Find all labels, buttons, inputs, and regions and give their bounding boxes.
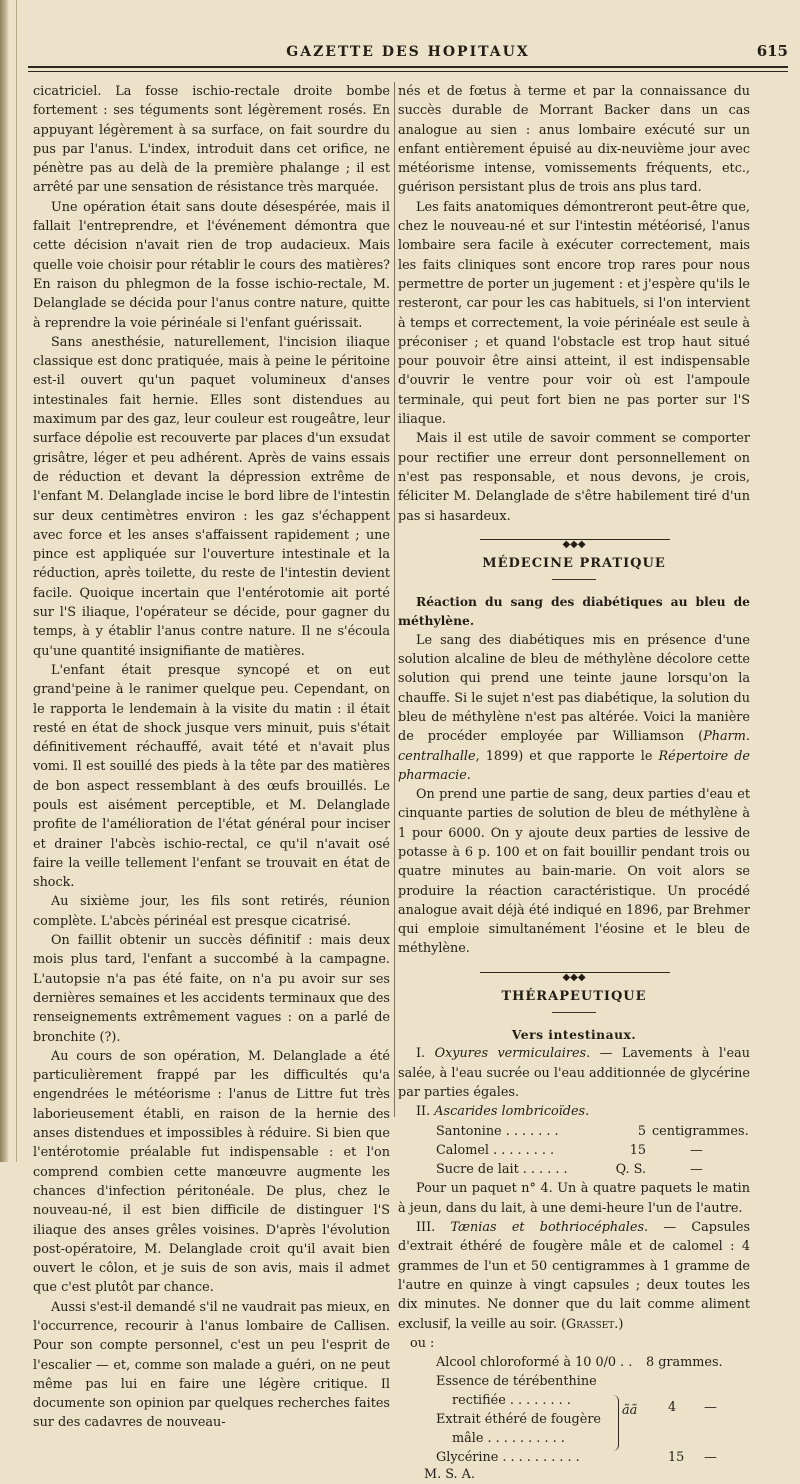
paragraph: III. Tænias et bothriocéphales. — Capsules d'extrait éthéré de fougère mâle et de calomel : 4 grammes de l'un et 50 centigrammes à 1 gramme de l'autre en quinze à vingt capsules ; deux toutes les dix minutes. Ne donner que du lait comme aliment exclusif, la veille au soir. (Grasset.) [398,1220,751,1332]
paragraph: cicatriciel. La fosse ischio-rectale droite bombe fortement : ses téguments sont légèrement rosés. En appuyant légèrement à sa surface, on fait sourdre du pus par l'anus. L'index, introduit dans cet orifice, ne pénètre pas au delà de la première phalange ; il est arrêté par une sensation de résistance très marquée. [33,84,390,196]
paragraph: II. Ascarides lombricoïdes. [416,1104,590,1120]
signature: M. S. A. [424,1467,475,1483]
paragraph: Pour un paquet n° 4. Un à quatre paquets le matin à jeun, dans du lait, à une demi-heure l'un de l'autre. [398,1181,750,1216]
prescription-row: Calomel . . . . . . . . 15 — [436,1142,703,1158]
formula-qty: 15 [668,1450,685,1466]
prescription-table [436,1122,750,1180]
section-underline [552,1012,596,1013]
section-ornament [398,534,750,550]
article-heading: Réaction du sang des diabétiques au bleu de méthylène. [398,594,750,629]
citation: Pharm. centralhalle [398,729,750,764]
formula-line: mâle . . . . . . . . . . [452,1431,565,1447]
paragraph: Aussi s'est-il demandé s'il ne vaudrait pas mieux, en l'occurrence, recourir à l'anus lombaire de Callisen. Pour son compte personnel, c'est un peu l'esprit de l'escalier — et, comme son malade a guéri, on ne peut même pas lui en faire une légère critique. Il documente son opinion par quelques recherches faites sur des cadavres de nouveau- [33,1299,390,1431]
section-title-therapeutique: THÉRAPEUTIQUE [501,988,647,1004]
prescription-row: Sucre de lait . . . . . . Q. S. — [436,1162,703,1178]
header-rule-thick [28,66,788,68]
page-binding-edge [0,0,9,1162]
paragraph: Une opération était sans doute désespérée, mais il fallait l'entreprendre, et l'événement démontra que cette décision n'avait rien de trop audacieux. Mais quelle voie choisir pour rétablir le cours des matières? En raison du phlegmon de la fosse ischio-rectale, M. Delanglade se décida pour l'anus contre nature, quitte à reprendre la voie périnéale si l'enfant guérissait. [33,199,390,331]
section-underline [552,579,596,580]
formula-unit: — [704,1400,717,1416]
page-edge-line [16,0,17,1162]
section-title-medecine: MÉDECINE PRATIQUE [482,555,666,571]
paragraph: Au cours de son opération, M. Delanglade a été particulièrement frappé par les difficultés qu'a engendrées le météorisme : l'anus de Littre fut très laborieusement établi, en raison de la hernie des anses distendues et impossibles à réduire. Si bien que l'entérotomie préalable fut indispensable : et l'on comprend combien cette manœuvre augmente les chances d'infection péritonéale. De plus, chez le nouveau-né, il est bien difficile de distinguer l'S iliaque des anses grêles voisines. D'après l'évolution post-opératoire, M. Delanglade croit qu'il avait bien ouvert le côlon, et je suis de son avis, mais il admet que c'est plutôt par chance. [33,1048,390,1296]
formula-qty: 4 [668,1400,677,1416]
journal-title: GAZETTE DES HOPITAUX [286,44,530,60]
formula-line: Essence de térébenthine [436,1374,597,1390]
formula-qty: 8 grammes. [646,1355,723,1371]
paragraph: nés et de fœtus à terme et par la connaissance du succès durable de Morrant Backer dans un cas analogue au sien : anus lombaire exécuté sur un enfant entièrement épuisé au dix-neuvième jour avec météorisme intense, vomissements fréquents, etc., guérison persistant plus de trois ans plus tard. [398,84,750,196]
ornament-glyph: ◆◆◆ [558,540,589,550]
author-name: Grasset [566,1316,615,1332]
formula-unit: — [704,1450,717,1466]
page-number: 615 [756,42,788,60]
paragraph: On prend une partie de sang, deux parties d'eau et cinquante parties de solution de bleu de méthylène à 1 pour 6000. On y ajoute deux parties de lessive de potasse à 6 p. 100 et on fait bouillir pendant trois ou quatre minutes au bain-marie. On voit alors se produire la réaction caractéristique. Un procédé analogue avait déjà été indiqué en 1896, par Brehmer qui emploie simultanément l'éosine et le bleu de méthylène. [398,787,750,957]
formula-line: Alcool chloroformé à 10 0/0 . . [436,1355,633,1371]
paragraph: Sans anesthésie, naturellement, l'incision iliaque classique est donc pratiquée, mais à peine le péritoine est-il ouvert qu'un paquet volumineux d'anses intestinales fait hernie. Elles sont distendues au maximum par des gaz, leur couleur est rougeâtre, leur surface dépolie est recouverte par places d'un exsudat grisâtre, léger et peu adhérent. Après de vains essais de réduction et devant la dépression extrême de l'enfant M. Delanglade incise le bord libre de l'intestin sur deux centimètres environ : les gaz s'échappent avec force et les anses s'affaissent rapidement ; une pince est appliquée sur l'ouverture intestinale et la réduction, après toilette, du reste de l'intestin devient facile. Quoique incertain que l'entérotomie ait porté sur l'S iliaque, l'opérateur se décide, pour gagner du temps, à y établir l'anus contre nature. Il ne s'écoula qu'une quantité insignifiante de matières. [33,334,390,659]
paragraph: L'enfant était presque syncopé et on eut grand'peine à le ranimer quelque peu. Cependant, on le rapporta le lendemain à la visite du matin : il était resté en état de shock jusque vers minuit, puis s'était définitivement réchauffé, avait tété et n'avait plus vomi. Il est souillé des pieds à la tête par des matières de bon aspect ressemblant à des œufs brouillés. Le pouls est aisément perceptible, et M. Delanglade profite de l'amélioration de l'état général pour inciser et drainer l'abcès ischio-rectal, ce qu'il n'avait osé faire la veille tellement l'enfant se trouvait en état de shock. [33,662,390,891]
header-rule-thin [28,71,788,72]
right-column [398,82,750,1484]
column-divider [394,82,395,1117]
alternative-label: ou : [410,1335,435,1351]
left-column [33,82,390,1433]
formula-line: Glycérine . . . . . . . . . . [436,1450,580,1466]
formula-table [436,1353,750,1469]
section-ornament [398,967,750,983]
brace-symbol [612,1395,619,1451]
formula-line: rectifiée . . . . . . . . [452,1393,571,1409]
paragraph: Au sixième jour, les fils sont retirés, réunion complète. L'abcès périnéal est presque cicatrisé. [33,894,390,929]
formula-aa: ãã [622,1403,638,1419]
ornament-glyph: ◆◆◆ [558,973,589,983]
citation: Répertoire de pharmacie [398,748,751,783]
paragraph: On faillit obtenir un succès définitif : mais deux mois plus tard, l'enfant a succombé à la campagne. L'autopsie n'a pas été faite, on n'a pu avoir sur ses dernières semaines et les accidents terminaux que des renseignements extrêmement vagues : on a parlé de bronchite (?). [33,933,390,1045]
paragraph: Les faits anatomiques démontreront peut-être que, chez le nouveau-né et sur l'intestin météorisé, l'anus lombaire sera facile à exécuter correctement, mais les faits cliniques sont encore trop rares pour nous permettre de porter un jugement : et j'espère qu'ils le resteront, car pour les cas habituels, si l'on intervient à temps et correctement, la voie périnéale est seule à préconiser ; et quand l'obstacle est trop haut situé pour pouvoir être ainsi atteint, il est indispensable d'ouvrir le ventre pour voir où est l'ampoule terminale, qui peut fort bien ne pas porter sur l'S iliaque. [398,199,750,428]
paragraph: I. Oxyures vermiculaires. — Lavements à l'eau salée, à l'eau sucrée ou l'eau additionnée de glycérine par parties égales. [398,1046,750,1100]
paragraph: Le sang des diabétiques mis en présence d'une solution alcaline de bleu de méthylène décolore cette solution qui prend une teinte jaune lorsqu'on la chauffe. Si le sujet n'est pas diabétique, la solution du bleu de méthylène n'est pas altérée. Voici la manière de procéder employée par Williamson (Pharm. centralhalle, 1899) et que rapporte le Répertoire de pharmacie. [398,632,751,783]
paragraph: Mais il est utile de savoir comment se comporter pour rectifier une erreur dont personnellement on n'est pas responsable, et nous devons, je crois, féliciter M. Delanglade de s'être habilement tiré d'un pas si hasardeux. [398,431,750,524]
running-header [28,40,788,62]
prescription-row: Santonine . . . . . . . 5 centigrammes. [436,1123,749,1139]
article-heading: Vers intestinaux. [511,1027,637,1043]
formula-line: Extrait éthéré de fougère [436,1412,602,1428]
